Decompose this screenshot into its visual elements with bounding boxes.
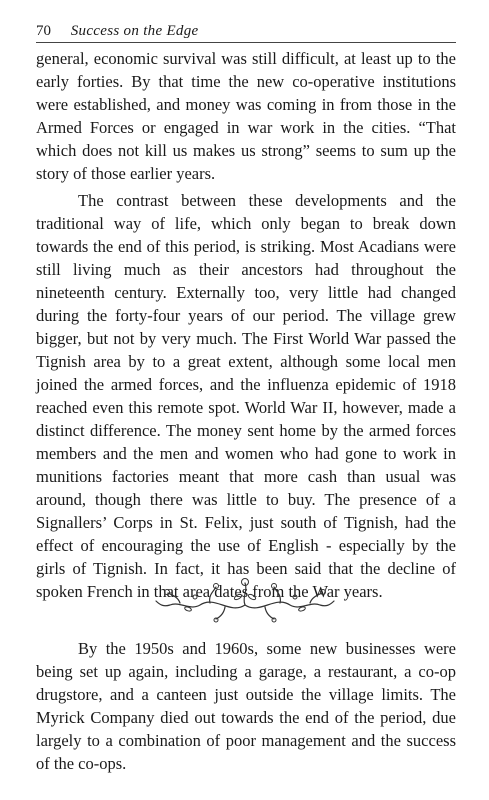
- book-title: Success on the Edge: [70, 23, 199, 39]
- floral-vine-ornament-icon: [150, 575, 340, 625]
- running-header: [36, 20, 456, 43]
- paragraph-3: By the 1950s and 1960s, some new businesses were being set up again, including a garage, a restaurant, a co-op drugstore, and a canteen just outside the village limits. The Myrick Company died out towards the end of the period, due largely to a combination of poor management and the success of the co-ops.: [36, 639, 456, 773]
- paragraph-2: The contrast between these developments and the traditional way of life, which only began to break down towards the end of this period, is striking. Most Acadians were still living much as their ancestors had throughout the nineteenth century. Externally too, very little had changed during the forty-four years of our period. The village grew bigger, but not by very much. The First World War passed the Tignish area by to a great extent, although some local men joined the armed forces, and the influenza epidemic of 1918 reached even this remote spot. World War II, however, made a distinct difference. The money sent home by the armed forces members and the men and women who had gone to work in munitions factories meant that more cash than usual was around, though there was little to buy. The presence of a Signallers’ Corps in St. Felix, just south of Tignish, had the effect of encouraging the use of English - especially by the girls of Tignish. In fact, it has been said that the decline of spoken French in that area dates from the War years.: [36, 191, 456, 601]
- paragraph-1: general, economic survival was still difficult, at least up to the early forties. By that time the new co-operative institutions were established, and money was coming in from those in the Armed Forces or engaged in war work in the cities. “That which does not kill us makes us strong” seems to sum up the story of those earlier years.: [36, 49, 456, 183]
- page-number: 70: [36, 23, 51, 39]
